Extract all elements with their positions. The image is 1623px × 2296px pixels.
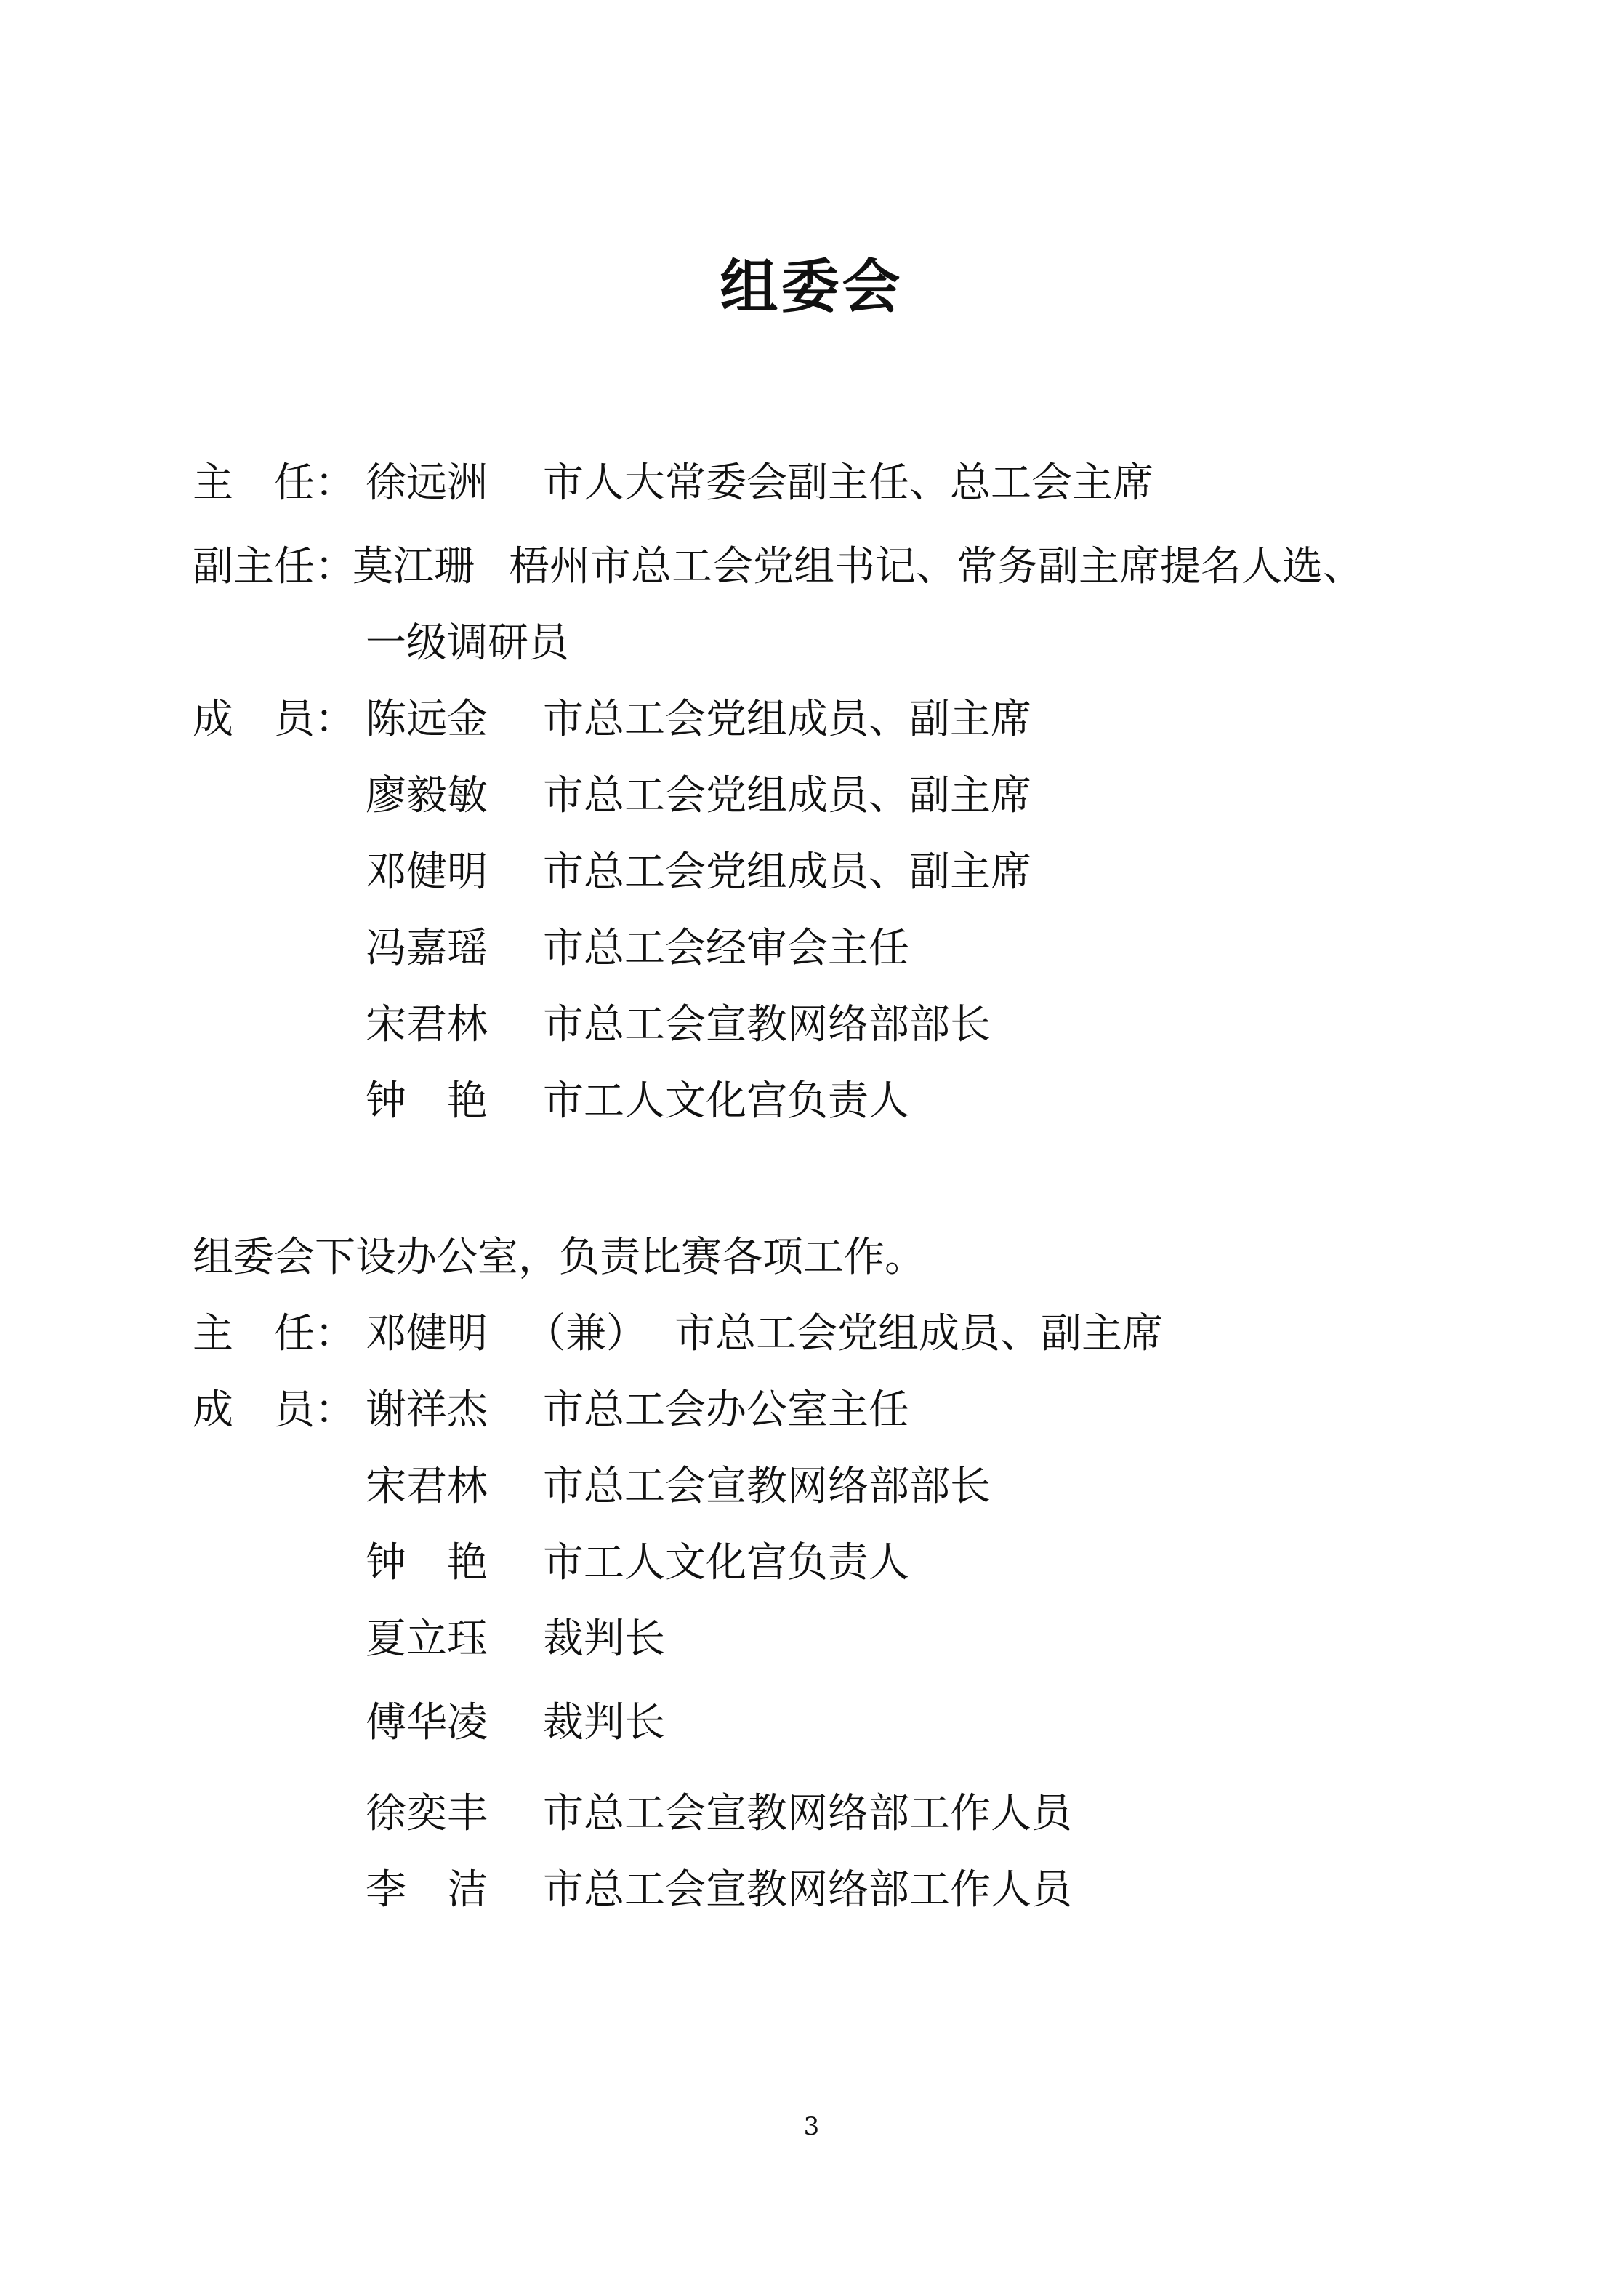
person-title: 市总工会宣教网络部部长 [543,1001,991,1048]
person-name: 宋君林 [366,1001,488,1048]
person-name: 陈远金 [366,696,488,743]
committee-member-row [0,840,1623,898]
person-name: 徐远洲 [366,459,488,507]
person-name: 冯嘉瑶 [366,925,488,972]
person-name: 钟 艳 [366,1077,488,1125]
person-title: 市总工会党组成员、副主席 [674,1310,1163,1357]
role-label: 成 员： [193,1386,355,1434]
role-label: 副主任： [193,543,355,590]
office-member-row [0,1378,1623,1436]
person-title: 市总工会党组成员、副主席 [543,772,1031,819]
office-intro [0,1225,1623,1283]
person-title: 裁判长 [543,1615,665,1663]
person-title: 市总工会宣教网络部工作人员 [543,1866,1072,1914]
page-number: 3 [803,2112,820,2141]
office-member-row [0,1607,1623,1665]
person-title: 市工人文化宫负责人 [543,1077,909,1125]
person-name: 廖毅敏 [366,772,488,819]
person-name: 傅华凌 [366,1699,488,1746]
person-title: 裁判长 [543,1699,665,1746]
concurrent-note: （兼） [525,1310,647,1357]
person-name: 夏立珏 [366,1615,488,1663]
committee-member-row [0,763,1623,822]
person-name: 邓健明 [366,848,488,896]
person-name: 莫江珊 [353,543,475,590]
role-label: 成 员： [193,696,355,743]
office-member-row [0,1454,1623,1512]
person-name: 徐奕丰 [366,1790,488,1837]
committee-member-row [0,916,1623,974]
person-title: 市总工会办公室主任 [543,1386,909,1434]
person-name: 李 洁 [366,1866,488,1914]
person-title: 市人大常委会副主任、总工会主席 [543,459,1153,507]
committee-deputy-row-cont [0,611,1623,669]
page-title: 组委会 [720,252,903,321]
committee-member-row [0,1069,1623,1127]
committee-deputy-row [0,534,1623,593]
office-member-row [0,1530,1623,1589]
role-label: 主 任： [193,1310,355,1357]
office-director-row [0,1301,1623,1360]
committee-member-row [0,687,1623,745]
person-title: 市工人文化宫负责人 [543,1539,909,1586]
person-title: 市总工会经审会主任 [543,925,909,972]
person-title: 梧州市总工会党组书记、常务副主席提名人选、 [509,543,1364,590]
person-title: 市总工会宣教网络部工作人员 [543,1790,1072,1837]
person-title-continued: 一级调研员 [366,619,569,667]
person-name: 邓健明 [366,1310,488,1357]
committee-director-row [0,451,1623,509]
office-member-row [0,1781,1623,1839]
office-intro-text: 组委会下设办公室，负责比赛各项工作。 [193,1234,925,1281]
person-name: 钟 艳 [366,1539,488,1586]
role-label: 主 任： [193,459,355,507]
office-member-row [0,1858,1623,1916]
office-member-row [0,1690,1623,1749]
person-name: 宋君林 [366,1463,488,1510]
person-name: 谢祥杰 [366,1386,488,1434]
committee-member-row [0,992,1623,1051]
person-title: 市总工会党组成员、副主席 [543,696,1031,743]
person-title: 市总工会宣教网络部部长 [543,1463,991,1510]
person-title: 市总工会党组成员、副主席 [543,848,1031,896]
